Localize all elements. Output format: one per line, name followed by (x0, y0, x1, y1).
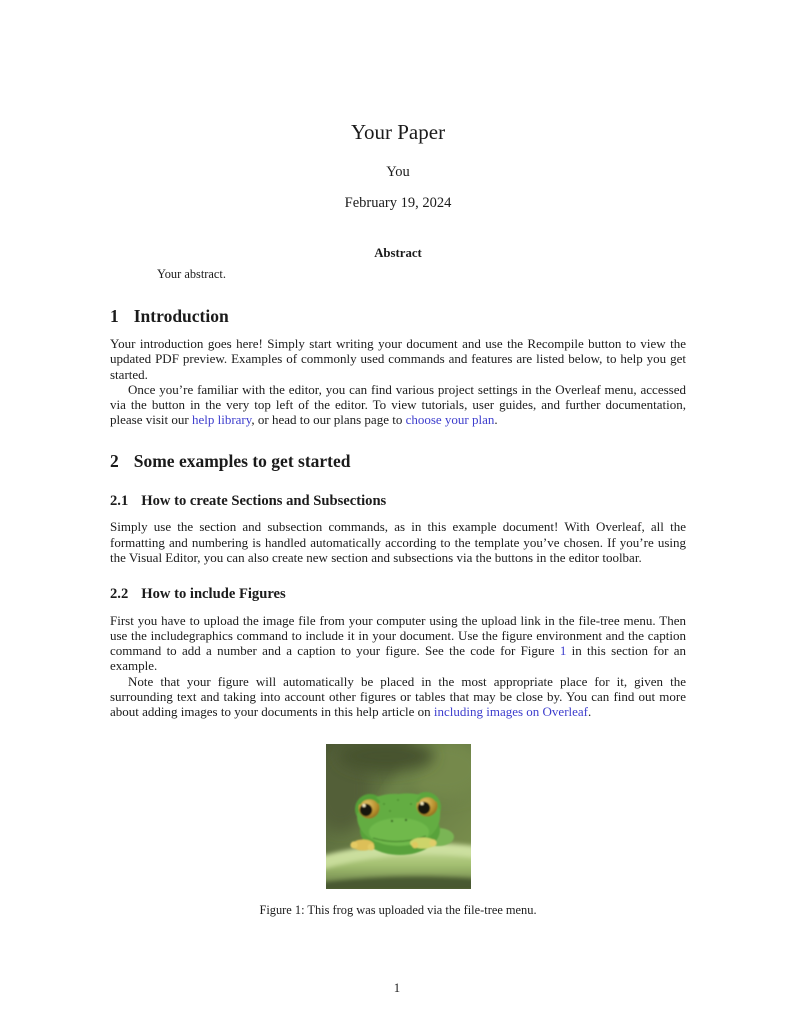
frog-photo (326, 744, 471, 889)
text-run: in this section for an example. (110, 643, 686, 674)
intro-paragraph-1: Your introduction goes here! Simply start writing your document and use the Recompile button to view the updated PDF preview. Examples of commonly used commands and features are listed below, to help you get started. (110, 336, 686, 382)
including-images-on-overleaf-link[interactable]: including images on Overleaf (433, 704, 589, 719)
subsection-2-1-title: How to create Sections and Subsections (141, 492, 387, 509)
help-library-link[interactable]: help library (191, 412, 252, 428)
text-run: , or head to our plans page to (251, 412, 406, 428)
subsection-2-2-number: 2.2 (110, 586, 129, 602)
text-run: Note that your figure will automatically be placed in the most appropriate place for it, given the surrounding text and taking into account other figures or tables that may be close by. You can find out more about adding images to your documents in this help article on (110, 673, 686, 719)
section-2-title: Some examples to get started (133, 451, 351, 472)
text-run: Once you’re familiar with the editor, you can find various project settings in the Overleaf menu, accessed via the button in the very top left of the editor. To view tutorials, user guides, and further documentation, please visit our (110, 381, 686, 428)
paper-author: You (386, 164, 410, 181)
text-run: . (588, 704, 592, 719)
abstract-text: Your abstract. (157, 267, 226, 282)
figure-1-caption: Figure 1: This frog was uploaded via the file-tree menu. (259, 903, 537, 918)
figure-1 (110, 744, 686, 918)
section-2-number: 2 (110, 451, 119, 472)
subsection-2-2-heading (110, 586, 686, 603)
section-1-heading (110, 306, 686, 326)
section-2-heading (110, 451, 686, 471)
document-content (110, 0, 686, 918)
subsection-2-1-number: 2.1 (110, 492, 129, 509)
figures-paragraph-2 (110, 674, 686, 720)
frog (350, 792, 454, 855)
text-run: First you have to upload the image file from your computer using the upload link in the file-tree menu. Then use the includegraphics command to include it in your document. Use the figure environment and the caption command to add a number and a caption to your figure. See the code for Figure (110, 612, 686, 659)
subsection-2-1-paragraph: Simply use the section and subsection commands, as in this example document! With Overleaf, all the formatting and numbering is handled automatically according to the template you’ve chosen. If you’re using the Visual Editor, you can also create new section and subsections via the buttons in the editor toolbar. (110, 519, 686, 565)
subsection-2-2-title: How to include Figures (141, 586, 286, 602)
figures-paragraph-1 (110, 613, 686, 674)
text-run: . (494, 412, 498, 428)
section-1-title: Introduction (133, 306, 229, 327)
page-number: 1 (393, 981, 401, 995)
figure-1-reference-link[interactable]: 1 (559, 643, 567, 659)
section-1-number: 1 (110, 306, 119, 327)
choose-your-plan-link[interactable]: choose your plan (405, 412, 495, 428)
paper-date: February 19, 2024 (344, 195, 452, 212)
abstract-heading: Abstract (374, 246, 422, 261)
intro-paragraph-2 (110, 382, 686, 428)
subsection-2-1-heading (110, 493, 686, 510)
paper-title: Your Paper (350, 120, 446, 144)
